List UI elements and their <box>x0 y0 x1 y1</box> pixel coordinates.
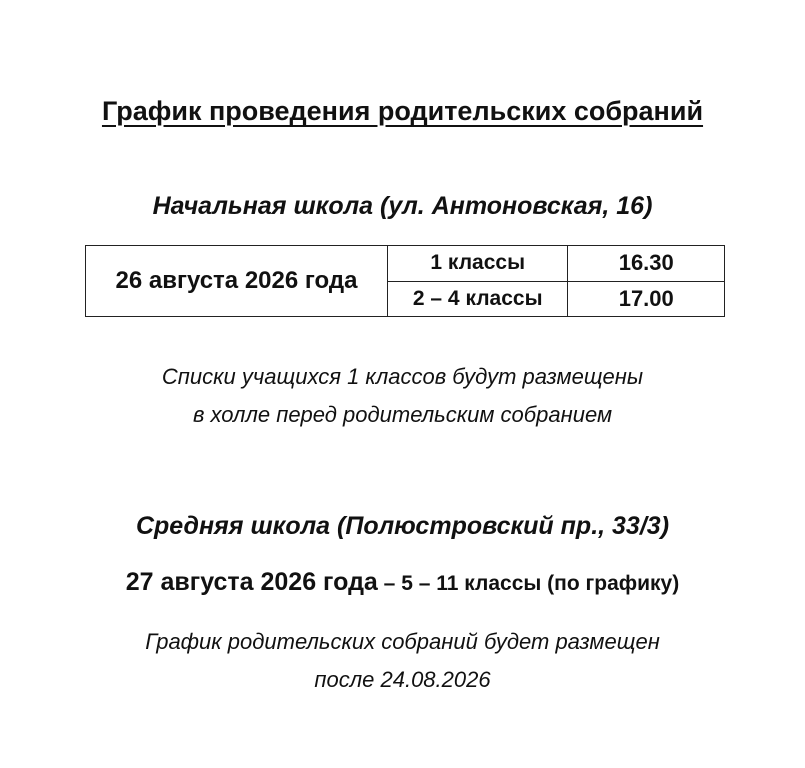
primary-school-heading: Начальная школа (ул. Антоновская, 16) <box>152 192 653 220</box>
meeting-time-cell: 16.30 <box>568 246 725 282</box>
class-group-cell: 2 – 4 классы <box>387 281 568 317</box>
meeting-time-cell: 17.00 <box>568 281 725 317</box>
class-group-cell: 1 классы <box>387 246 568 282</box>
primary-schedule-table <box>85 245 725 317</box>
secondary-meeting-details: – 5 – 11 классы (по графику) <box>377 572 680 595</box>
secondary-school-schedule <box>0 568 805 597</box>
note-line: после 24.08.2026 <box>314 667 491 692</box>
table-row <box>86 246 725 282</box>
secondary-school-note <box>0 623 805 699</box>
note-line: в холле перед родительским собранием <box>192 402 613 427</box>
primary-school-note <box>0 358 805 434</box>
secondary-school-heading: Средняя школа (Полюстровский пр., 33/3) <box>135 512 670 540</box>
note-line: График родительских собраний будет размещен <box>145 629 660 654</box>
page-title: График проведения родительских собраний <box>101 96 704 126</box>
meeting-date-cell: 26 августа 2026 года <box>86 246 388 317</box>
secondary-meeting-date: 27 августа 2026 года <box>125 568 378 596</box>
note-line: Списки учащихся 1 классов будут размещены <box>161 364 644 389</box>
